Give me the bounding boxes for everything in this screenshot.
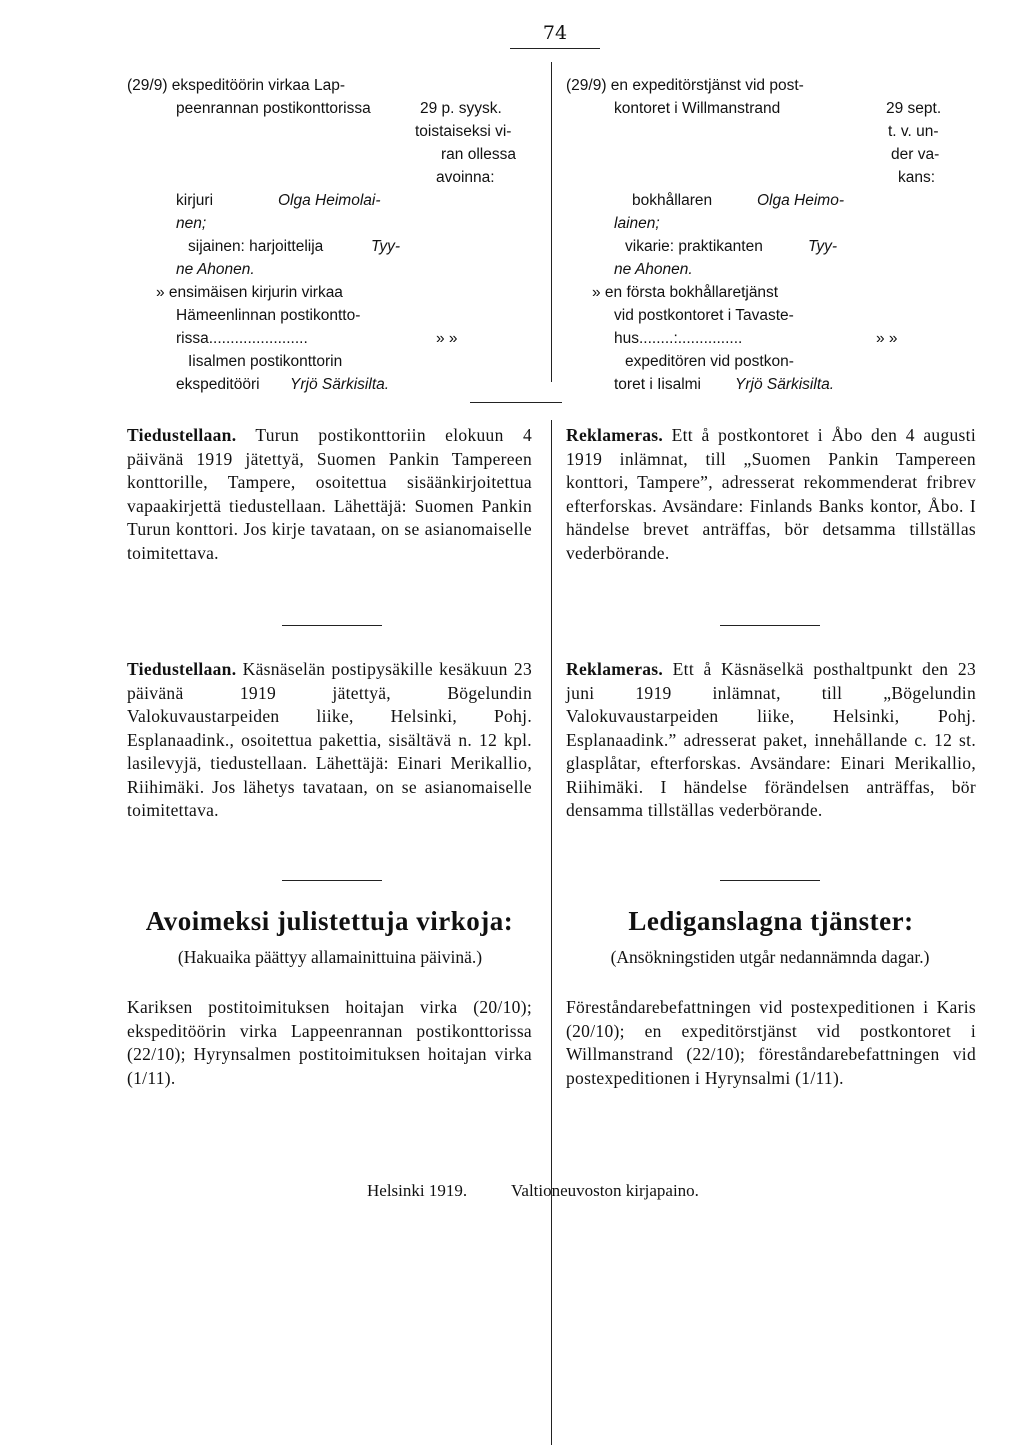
- page-number-rule: [510, 48, 600, 49]
- entry-date: 29 sept.: [886, 100, 942, 117]
- inquiry-notice-finnish: [127, 658, 532, 823]
- entry-line: rissa.......................: [176, 330, 308, 347]
- vacancies-subheading-finnish: (Hakuaika päättyy allamainittuina päivinä.): [177, 947, 483, 967]
- entry-line: (29/9) en expeditörstjänst vid post-: [566, 77, 804, 94]
- entry-person: Olga Heimo-: [757, 192, 844, 209]
- entry-person: ne Ahonen.: [176, 261, 255, 278]
- entry-line: vid postkontoret i Tavaste-: [614, 307, 794, 324]
- entry-status: ran ollessa: [441, 146, 516, 163]
- entry-line: peenrannan postikonttorissa: [176, 100, 371, 117]
- entry-line: » ensimäisen kirjurin virkaa: [156, 284, 343, 301]
- entry-substitute: sijainen: harjoittelija: [188, 238, 324, 255]
- entry-status: avoinna:: [436, 169, 495, 186]
- entry-line: hus........:...............: [614, 330, 743, 347]
- notice-lead: Tiedustellaan.: [127, 659, 237, 679]
- entry-line: (29/9) ekspeditöörin virkaa Lap-: [127, 77, 345, 94]
- entry-person: Tyy-: [808, 238, 837, 255]
- column-divider-top: [551, 62, 552, 382]
- entry-line: Hämeenlinnan postikontto-: [176, 307, 361, 324]
- vacancies-list-finnish: Kariksen postitoimituksen hoitajan virka (20/10); ekspeditöörin virka Lappeenrannan postikonttorissa (22/10); Hyrynsalmen postitoimituksen hoitajan virka (1/11).: [127, 997, 532, 1088]
- entry-status: kans:: [898, 169, 936, 186]
- entry-person: lainen;: [614, 215, 660, 232]
- entry-person: ne Ahonen.: [614, 261, 693, 278]
- entry-line: Iisalmen postikonttorin: [188, 353, 343, 370]
- entry-role: kirjuri: [176, 192, 214, 209]
- entry-person: Yrjö Särkisilta.: [735, 376, 835, 393]
- page-number: 74: [542, 22, 568, 44]
- entry-line: expeditören vid postkon-: [625, 353, 794, 370]
- section-rule: [282, 625, 382, 626]
- entry-line: ekspeditööri: [176, 376, 260, 393]
- entry-status: t. v. un-: [888, 123, 939, 140]
- footer-printer: Valtioneuvoston kirjapaino.: [511, 1181, 699, 1200]
- entry-line: toret i Iisalmi: [614, 376, 701, 393]
- notice-lead: Reklameras.: [566, 659, 664, 679]
- entry-substitute: vikarie: praktikanten: [625, 238, 763, 255]
- entry-line: kontoret i Willmanstrand: [614, 100, 781, 117]
- section-rule: [720, 625, 820, 626]
- entry-person: Tyy-: [371, 238, 400, 255]
- notice-lead: Tiedustellaan.: [127, 425, 237, 445]
- notice-body: Ett å postkontoret i Åbo den 4 augusti 1919 inlämnat, till „Suomen Pankin Tampereen konttori, Tampere”, adresserat rekommenderat fribrev efterforskas. Avsändare: Finlands Banks kontor, Åbo. I händelse brevet anträffas, bör detsamma tillställas vederbörande.: [566, 425, 976, 563]
- inquiry-notice-swedish: [566, 424, 976, 565]
- notice-body: Käsnäselän postipysäkille kesäkuun 23 päivänä 1919 jätettyä, Bögelundin Valokuvaustarpeiden liike, Helsinki, Pohj. Esplanaadink., osoitettua pakettia, sisältävä n. 12 kpl. lasilevyjä, tiedustellaan. Lähettäjä: Einari Merikallio, Riihimäki. Jos lähetys tavataan, on se asianomaiselle toimitettava.: [127, 659, 532, 820]
- notice-lead: Reklameras.: [566, 425, 664, 445]
- entry-role: bokhållaren: [632, 192, 713, 209]
- vacancies-heading-swedish: Lediganslagna tjänster:: [628, 906, 914, 936]
- entry-status: der va-: [891, 146, 940, 163]
- entry-date: 29 p. syysk.: [420, 100, 502, 117]
- inquiry-notice-swedish: [566, 658, 976, 823]
- section-rule: [282, 880, 382, 881]
- vacancies-list-swedish: Föreståndarebefattningen vid postexpeditionen i Karis (20/10); en expeditörstjänst vid postkontoret i Willmanstrand (22/10); föreståndarebefattningen vid postexpeditionen i Hyrynsalmi (1/11).: [566, 997, 976, 1088]
- ditto-marks: » »: [876, 330, 898, 347]
- entry-status: toistaiseksi vi-: [415, 123, 512, 140]
- entry-person: Olga Heimolai-: [278, 192, 381, 209]
- section-rule: [470, 402, 562, 403]
- vacancies-heading-finnish: Avoimeksi julistettuja virkoja:: [145, 906, 514, 936]
- footer-place-year: Helsinki 1919.: [367, 1181, 468, 1200]
- entry-person: Yrjö Särkisilta.: [290, 376, 390, 393]
- section-rule: [720, 880, 820, 881]
- entry-line: » en första bokhållaretjänst: [592, 284, 779, 301]
- entry-person: nen;: [176, 215, 207, 232]
- ditto-marks: » »: [436, 330, 458, 347]
- notice-body: Ett å Käsnäselkä posthaltpunkt den 23 juni 1919 inlämnat, till „Bögelundin Valokuvaustarpeiden liike, Helsinki, Pohj. Esplanaadink.” adresserat paket, innehållande c. 12 st. glasplåtar, efterforskas. Avsändare: Einari Merikallio, Riihimäki. I händelse förändelsen anträffas, bör densamma tillställas vederbörande.: [566, 659, 976, 820]
- notice-body: Turun postikonttoriin elokuun 4 päivänä 1919 jätettyä, Suomen Pankin Tampereen konttorille, Tampere, osoitettua sisäänkirjoitettua vapaakirjettä tiedustellaan. Lähettäjä: Suomen Pankin Turun konttori. Jos kirje tavataan, on se asianomaiselle toimitettava.: [127, 425, 532, 563]
- inquiry-notice-finnish: [127, 424, 532, 565]
- vacancies-subheading-swedish: (Ansökningstiden utgår nedannämnda dagar.): [610, 947, 930, 967]
- column-divider-main: [551, 420, 552, 1445]
